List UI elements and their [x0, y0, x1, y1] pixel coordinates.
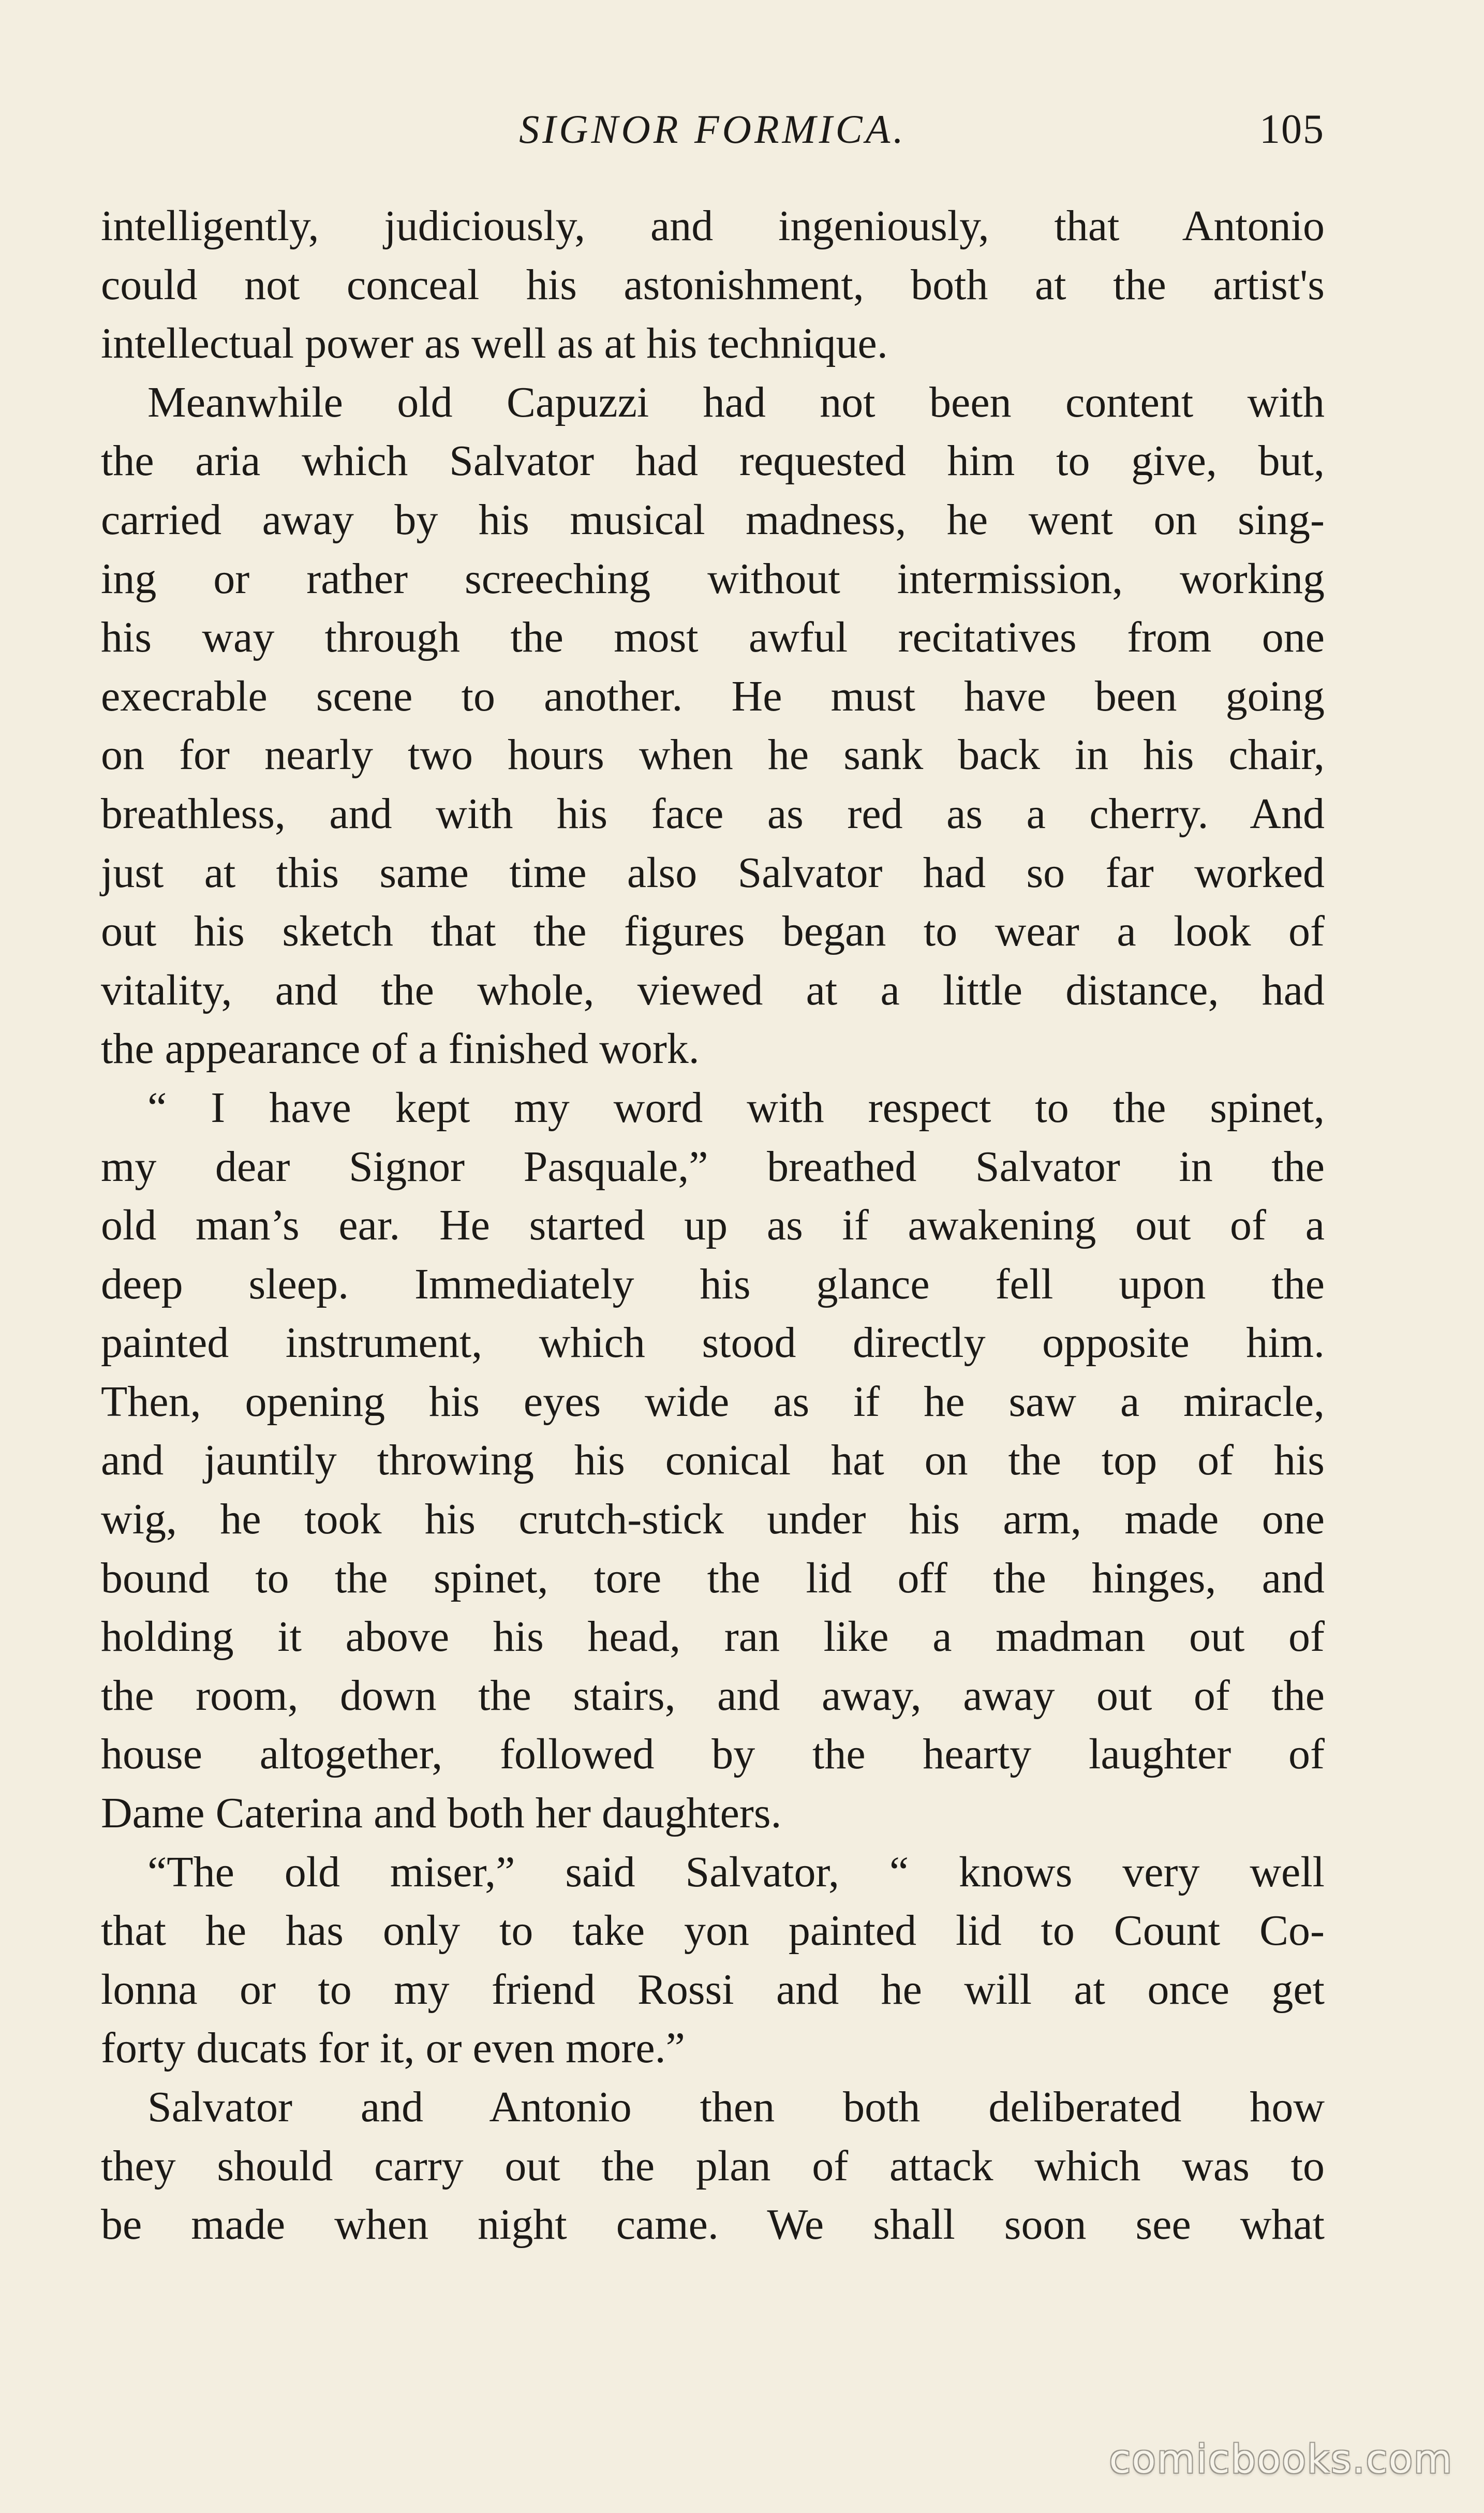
- text-line: breathless, and with his face as red as a cherry. And: [101, 789, 1325, 838]
- text-line: Dame Caterina and both her daughters.: [101, 1789, 782, 1838]
- running-head: [101, 98, 1325, 160]
- text-line: carried away by his musical madness, he went on sing-: [101, 495, 1325, 544]
- text-line: be made when night came. We shall soon see what: [101, 2200, 1325, 2249]
- text-line: and jauntily throwing his conical hat on the top of his: [101, 1436, 1325, 1485]
- text-line: ing or rather screeching without intermission, working: [101, 554, 1325, 603]
- text-line: old man’s ear. He started up as if awakening out of a: [101, 1201, 1325, 1250]
- body-text: [101, 197, 1325, 2254]
- watermark: comicbooks.com: [1109, 2436, 1453, 2482]
- text-line: that he has only to take yon painted lid to Count Co-: [101, 1906, 1325, 1955]
- text-line: holding it above his head, ran like a madman out of: [101, 1613, 1325, 1661]
- text-line: “The old miser,” said Salvator, “ knows very well: [147, 1847, 1325, 1896]
- text-line: Meanwhile old Capuzzi had not been content with: [147, 378, 1325, 426]
- text-line: house altogether, followed by the hearty laughter of: [101, 1730, 1325, 1779]
- text-line: the appearance of a finished work.: [101, 1025, 700, 1073]
- text-line: “ I have kept my word with respect to the spinet,: [147, 1083, 1325, 1132]
- text-line: painted instrument, which stood directly opposite him.: [101, 1319, 1325, 1367]
- text-line: the room, down the stairs, and away, away out of the: [101, 1671, 1325, 1720]
- text-line: bound to the spinet, tore the lid off the hinges, and: [101, 1554, 1325, 1602]
- text-line: Then, opening his eyes wide as if he saw a miracle,: [101, 1377, 1325, 1426]
- text-line: intellectual power as well as at his technique.: [101, 319, 888, 368]
- text-line: out his sketch that the figures began to wear a look of: [101, 907, 1325, 956]
- text-line: forty ducats for it, or even more.”: [101, 2024, 685, 2073]
- page-number: 105: [1259, 107, 1325, 152]
- text-line: my dear Signor Pasquale,” breathed Salvator in the: [101, 1142, 1325, 1191]
- running-title: SIGNOR FORMICA.: [519, 107, 907, 152]
- text-line: wig, he took his crutch-stick under his arm, made one: [101, 1495, 1325, 1544]
- text-line: vitality, and the whole, viewed at a little distance, had: [101, 966, 1325, 1014]
- text-line: intelligently, judiciously, and ingeniously, that Antonio: [101, 202, 1325, 250]
- text-line: on for nearly two hours when he sank back in his chair,: [101, 731, 1325, 779]
- text-line: the aria which Salvator had requested him to give, but,: [101, 437, 1325, 485]
- text-line: just at this same time also Salvator had so far worked: [101, 848, 1325, 897]
- text-line: his way through the most awful recitatives from one: [101, 613, 1325, 662]
- text-line: Salvator and Antonio then both deliberated how: [147, 2083, 1325, 2131]
- text-line: lonna or to my friend Rossi and he will at once get: [101, 1965, 1325, 2014]
- text-line: they should carry out the plan of attack which was to: [101, 2141, 1325, 2190]
- text-line: could not conceal his astonishment, both at the artist's: [101, 260, 1325, 309]
- text-line: execrable scene to another. He must have been going: [101, 672, 1325, 720]
- text-line: deep sleep. Immediately his glance fell upon the: [101, 1260, 1325, 1308]
